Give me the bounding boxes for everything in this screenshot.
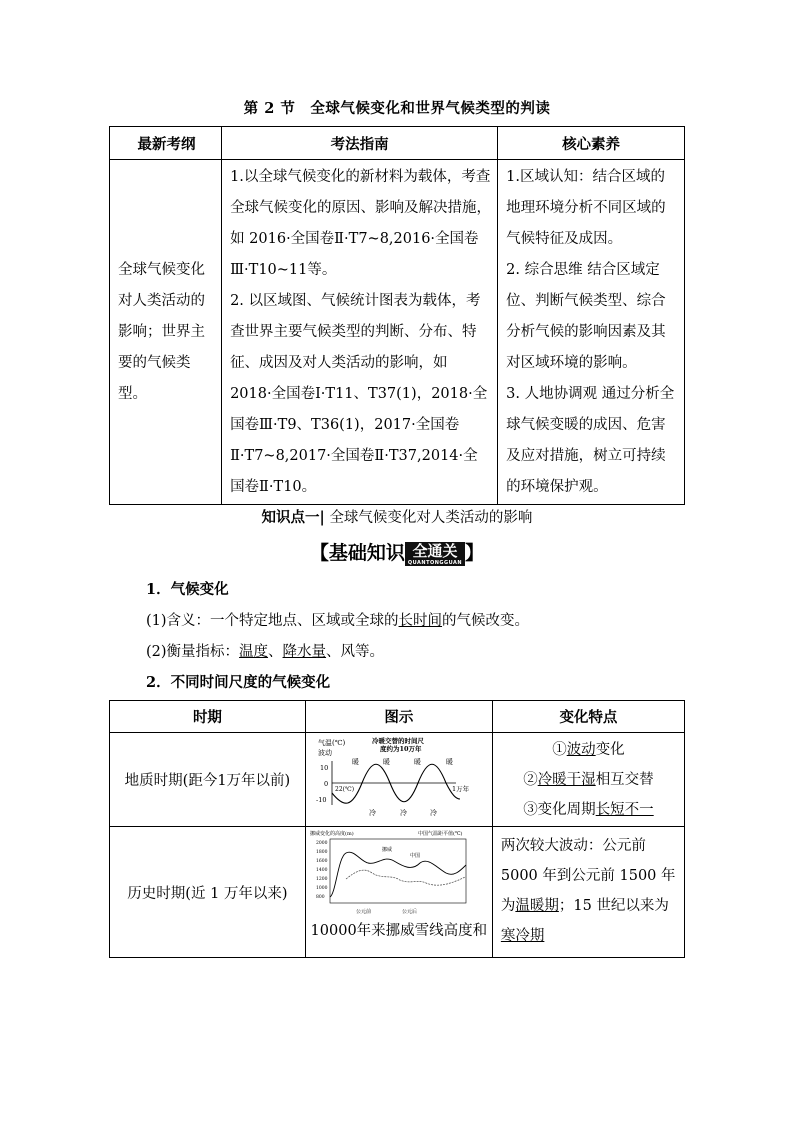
feature-2-pre: ② [523, 771, 538, 788]
indicator-sep: 、 [268, 644, 283, 660]
guide-item-1: 1.以全球气候变化的新材料为载体，考查全球气候变化的原因、影响及解决措施，如 2016·全国卷Ⅱ·T7~8,2016·全国卷Ⅲ·T10~11等。 [230, 168, 492, 278]
hist-feat-mid: ；15 世纪以来为 [558, 898, 669, 914]
definition-line [146, 609, 529, 630]
definition-pre: (1)含义：一个特定地点、区域或全球的 [146, 613, 399, 629]
literacy-item-3: 3. 人地协调观 通过分析全球气候变暖的成因、危害及应对措施，树立可持续的环境保护观。 [506, 385, 675, 495]
fig2-norway-line [330, 852, 466, 897]
fig1-ylabel2: 波动 [317, 749, 332, 757]
fig1-ylabel1: 气温(℃) [317, 739, 346, 747]
definition-post: 的气候改变。 [442, 613, 530, 629]
header-figure: 图示 [305, 701, 492, 733]
indicator-line [146, 640, 384, 661]
indicator-temp: 温度 [239, 644, 269, 660]
fig2-ytick-3: 1400 [315, 868, 328, 873]
guide-cell [222, 160, 498, 505]
literacy-item-2: 2. 综合思维 结合区域定位、判断气候类型、综合分析气候的影响因素及其对区域环境的影响。 [506, 261, 666, 371]
section-banner [0, 538, 794, 566]
fig1-value: 22(℃) [334, 786, 354, 793]
fig2-ytick-0: 2000 [315, 841, 328, 846]
section1-heading: 1．气候变化 [146, 581, 229, 598]
header-period: 时期 [110, 701, 306, 733]
fig2-china-label: 中国 [409, 853, 420, 859]
fig1-cold-1: 冷 [368, 809, 376, 817]
literacy-cell [498, 160, 685, 505]
fig2-left-caption: 挪威变化的高度(m) [309, 831, 354, 837]
fig2-caption: 10000年来挪威雪线高度和 [310, 923, 488, 939]
guide-item-2: 2. 以区域图、气候统计图表为载体，考查世界主要气候类型的判断、分布、特征、成因及对人类活动的影响，如 2018·全国卷Ⅰ·T11、T37(1)，2018·全国卷Ⅲ·T9、T36(1)，2017·全国卷Ⅱ·T7~8,2017·全国卷Ⅱ·T37,2014·全国卷Ⅱ·T10。 [230, 292, 488, 495]
fig2-ytick-4: 1200 [315, 877, 328, 882]
banner-text: 【基础知识 [309, 542, 405, 564]
historical-figure [305, 827, 492, 958]
fig1-cold-3: 冷 [429, 809, 437, 817]
syllabus-cell [110, 160, 222, 505]
feature-1 [493, 735, 684, 765]
hist-feat-pre: 两次较大波动：公元前 5000 年到公元前 1500 年为 [500, 838, 676, 914]
geological-figure [305, 733, 492, 827]
fig2-ytick-6: 800 [315, 895, 325, 900]
knowledge-point-heading [0, 506, 794, 527]
fig1-warm-4: 暖 [445, 758, 453, 766]
feature-2 [493, 765, 684, 795]
historical-features [492, 827, 684, 958]
fig1-tick-10: 10 [319, 764, 329, 772]
fig2-china-line [346, 870, 466, 885]
period-historical: 历史时期(近 1 万年以来) [110, 827, 306, 958]
fig1-warm-2: 暖 [382, 758, 390, 766]
fig2-ytick-1: 1800 [315, 850, 328, 855]
exam-outline-table [109, 126, 685, 505]
feature-2-post: 相互交替 [595, 771, 654, 788]
fig2-right-caption: 中国气温距平值(℃) [417, 831, 463, 837]
literacy-item-1: 1.区域认知：结合区域的地理环境分析不同区域的气候特征及成因。 [506, 168, 666, 247]
page-title: 第 2 节 全球气候变化和世界气候类型的判读 [243, 100, 551, 117]
fig2-frame [330, 839, 466, 903]
fig2-ytick-5: 1000 [315, 886, 328, 891]
feature-3 [493, 795, 684, 825]
fig1-tick-minus10: -10 [315, 796, 327, 804]
geological-wave-chart [306, 733, 492, 826]
feature-1-pre: ① [552, 741, 567, 758]
climate-change-table [109, 700, 685, 958]
hist-feat-cold: 寒冷期 [500, 928, 545, 944]
banner-end: 】 [465, 542, 485, 564]
fig1-caption2: 度约为10万年 [379, 745, 422, 753]
hist-feat-warm: 温暖期 [515, 898, 559, 914]
definition-underlined: 长时间 [398, 613, 443, 629]
fig2-xlabel-bc: 公元前 [355, 909, 371, 915]
header-features: 变化特点 [492, 701, 684, 733]
feature-3-pre: ③变化周期 [523, 801, 596, 818]
indicator-precip: 降水量 [282, 644, 327, 660]
feature-1-u: 波动 [566, 741, 596, 758]
feature-3-u: 长短不一 [595, 801, 654, 818]
knowledge-point-label: 知识点一| [261, 509, 325, 526]
fig2-norway-label: 挪威 [381, 847, 392, 853]
fig1-x-unit: 1万年 [451, 785, 470, 793]
fig1-cold-2: 冷 [399, 809, 407, 817]
banner-highlight-text: 全通关 [412, 541, 458, 560]
feature-2-u: 冷暖干湿 [537, 771, 596, 788]
header-literacy: 核心素养 [498, 127, 685, 160]
fig2-ytick-2: 1600 [315, 859, 328, 864]
banner-highlight [405, 542, 465, 566]
fig1-tick-0: 0 [323, 780, 329, 788]
fig1-wave [332, 764, 460, 803]
knowledge-point-text: 全球气候变化对人类活动的影响 [329, 510, 533, 526]
indicator-post: 、风等。 [326, 644, 385, 660]
fig1-warm-1: 暖 [351, 758, 359, 766]
section2-heading: 2．不同时间尺度的气候变化 [146, 674, 331, 691]
header-syllabus: 最新考纲 [110, 127, 222, 160]
fig1-caption1: 冷暖交替的时间尺 [371, 737, 424, 745]
historical-line-chart [306, 827, 492, 919]
geological-features [492, 733, 684, 827]
fig1-warm-3: 暖 [413, 758, 421, 766]
syllabus-text: 全球气候变化对人类活动的影响；世界主要的气候类型。 [118, 261, 205, 402]
fig2-xlabel-ad: 公元后 [401, 909, 417, 915]
banner-pinyin: QUANTONGGUAN [407, 559, 463, 566]
indicator-pre: (2)衡量指标： [146, 644, 240, 660]
feature-1-post: 变化 [595, 741, 625, 758]
period-geological: 地质时期(距今1万年以前) [110, 733, 306, 827]
header-guide: 考法指南 [222, 127, 498, 160]
